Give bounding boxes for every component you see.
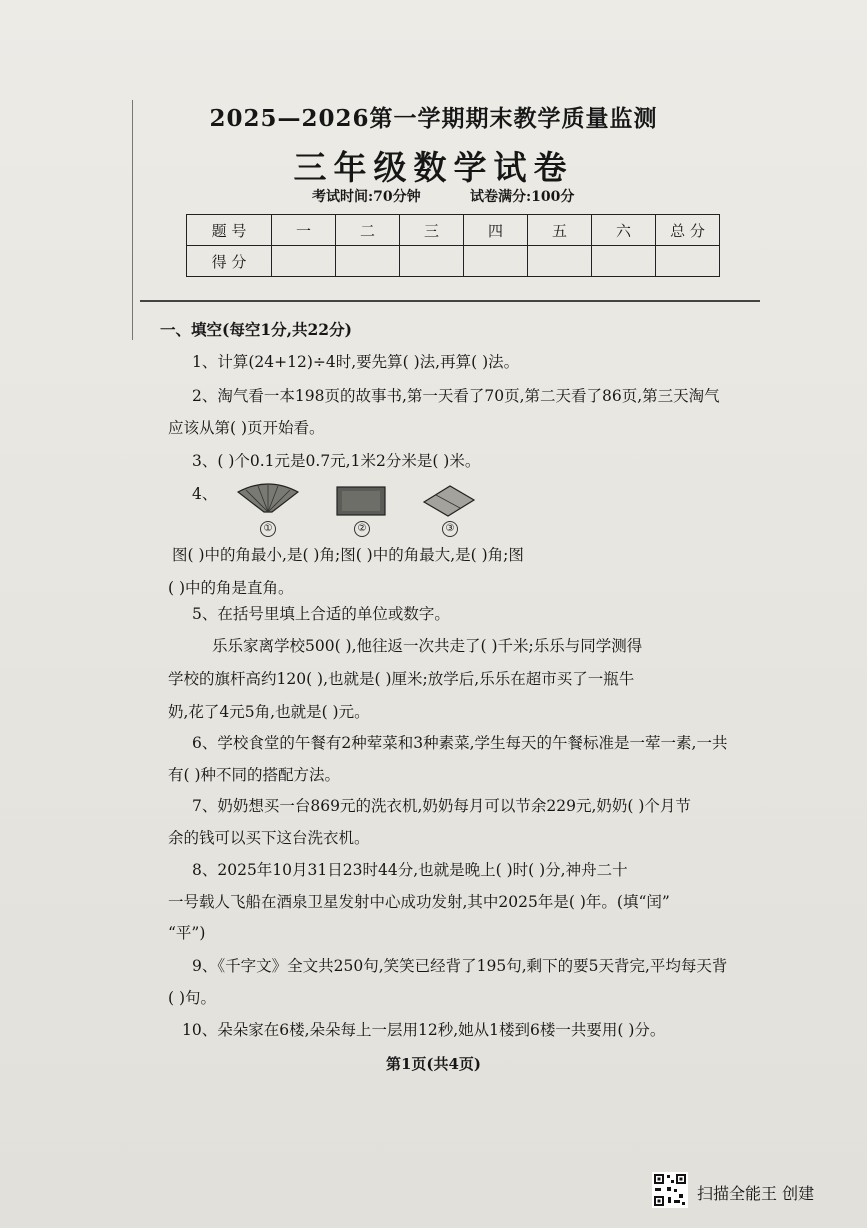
- question-7-cont: 余的钱可以买下这台洗衣机。: [168, 829, 370, 847]
- score-header-cell: 总 分: [656, 215, 720, 246]
- score-header-cell: 三: [400, 215, 464, 246]
- question-3: 3、( )个0.1元是0.7元,1米2分米是( )米。: [192, 452, 481, 470]
- score-header-cell: 一: [272, 215, 336, 246]
- score-cell[interactable]: [464, 246, 528, 277]
- score-table-score-row: [187, 246, 720, 277]
- question-9: 9、《千字文》全文共250句,笑笑已经背了195句,剩下的要5天背完,平均每天背: [192, 957, 728, 975]
- question-5: 5、在括号里填上合适的单位或数字。: [192, 605, 450, 623]
- score-cell[interactable]: [592, 246, 656, 277]
- full-score: 试卷满分:100分: [470, 189, 575, 205]
- question-8-cont: 一号载人飞船在酒泉卫星发射中心成功发射,其中2025年是( )年。(填“闰”: [168, 893, 670, 911]
- exam-time: 考试时间:70分钟: [312, 189, 421, 205]
- page-number: 第1页(共4页): [385, 1055, 482, 1073]
- question-4-text: 图( )中的角最小,是( )角;图( )中的角最大,是( )角;图: [172, 546, 524, 564]
- question-5-line-1: 乐乐家离学校500( ),他往返一次共走了( )千米;乐乐与同学测得: [212, 637, 643, 655]
- paper-figure: [420, 484, 476, 518]
- score-header-cell: 二: [336, 215, 400, 246]
- score-header-cell: 四: [464, 215, 528, 246]
- score-cell[interactable]: [400, 246, 464, 277]
- question-5-line-2: 学校的旗杆高约120( ),也就是( )厘米;放学后,乐乐在超市买了一瓶牛: [168, 670, 635, 688]
- score-cell[interactable]: [336, 246, 400, 277]
- section-title: 一、填空(每空1分,共22分): [160, 320, 352, 339]
- exam-title: 2025—2026第一学期期末教学质量监测: [209, 105, 658, 132]
- figure-label-2: ②: [354, 521, 370, 537]
- question-6-cont: 有( )种不同的搭配方法。: [168, 766, 341, 784]
- question-7: 7、奶奶想买一台869元的洗衣机,奶奶每月可以节余229元,奶奶( )个月节: [192, 797, 691, 815]
- qr-code-icon: [652, 1172, 688, 1208]
- score-table-header-row: [187, 215, 720, 246]
- divider: [140, 300, 760, 302]
- question-5-line-3: 奶,花了4元5角,也就是( )元。: [168, 703, 370, 721]
- score-cell[interactable]: [656, 246, 720, 277]
- fan-figure: [236, 482, 300, 516]
- question-8: 8、2025年10月31日23时44分,也就是晚上( )时( )分,神舟二十: [192, 861, 628, 879]
- exam-subtitle: 三年级数学试卷: [293, 148, 574, 187]
- question-4-cont: ( )中的角是直角。: [168, 579, 294, 597]
- question-6: 6、学校食堂的午餐有2种荤菜和3种素菜,学生每天的午餐标准是一荤一素,一共: [192, 734, 728, 752]
- question-2: 2、淘气看一本198页的故事书,第一天看了70页,第二天看了86页,第三天淘气: [192, 387, 720, 405]
- score-header-cell: 六: [592, 215, 656, 246]
- scanner-watermark: 扫描全能王 创建: [697, 1184, 815, 1203]
- score-cell[interactable]: [528, 246, 592, 277]
- fold-line: [132, 100, 133, 340]
- figure-label-1: ①: [260, 521, 276, 537]
- question-2-cont: 应该从第( )页开始看。: [168, 419, 325, 437]
- book-figure: [336, 486, 386, 516]
- figure-label-3: ③: [442, 521, 458, 537]
- score-table: [186, 214, 720, 277]
- score-cell[interactable]: [272, 246, 336, 277]
- question-9-cont: ( )句。: [168, 989, 217, 1007]
- question-1: 1、计算(24+12)÷4时,要先算( )法,再算( )法。: [192, 353, 520, 371]
- score-row-label: 得 分: [187, 246, 272, 277]
- score-header-cell: 五: [528, 215, 592, 246]
- score-header-cell: 题 号: [187, 215, 272, 246]
- question-8-cont-2: “平”): [168, 924, 206, 942]
- question-4: 4、: [192, 485, 218, 503]
- question-10: 10、朵朵家在6楼,朵朵每上一层用12秒,她从1楼到6楼一共要用( )分。: [182, 1021, 666, 1039]
